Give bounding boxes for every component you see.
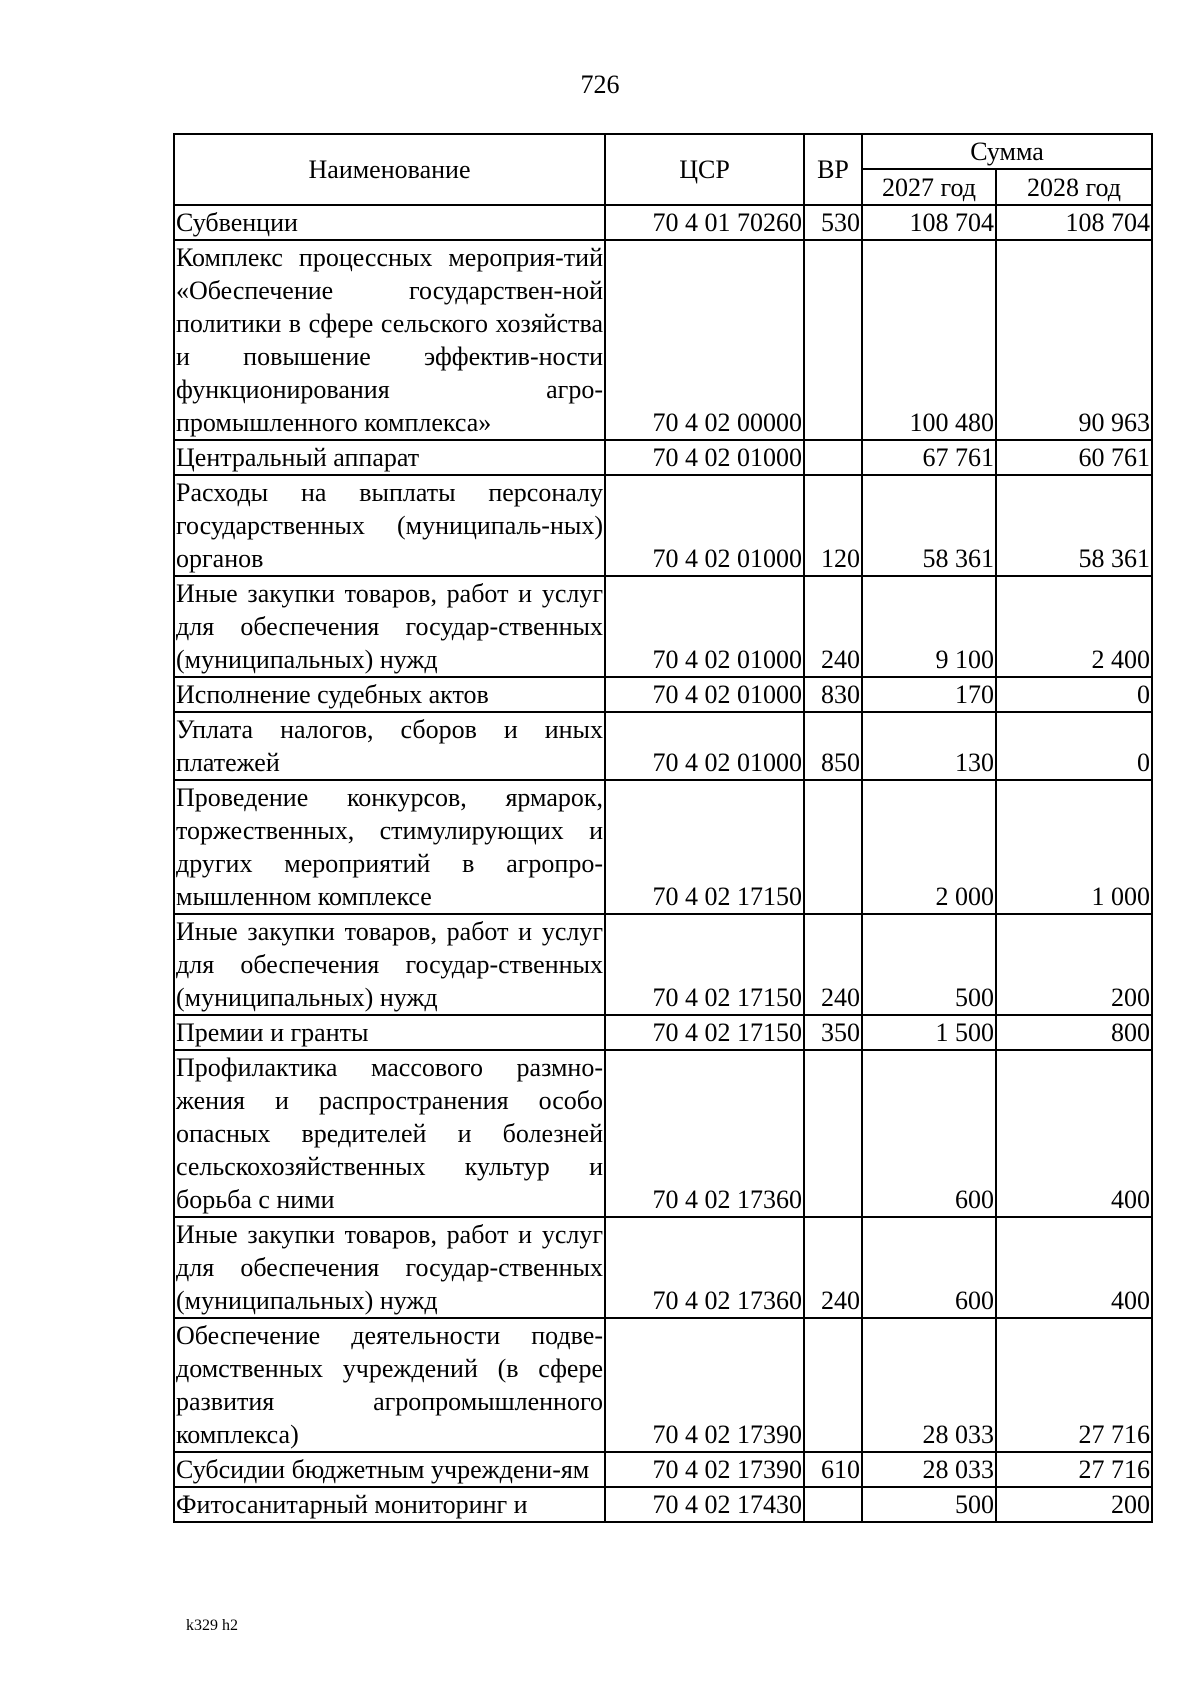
cell-sum-2027: 130 (862, 712, 996, 780)
cell-name: Исполнение судебных актов (174, 677, 605, 712)
cell-name: Проведение конкурсов, ярмарок, торжественных, стимулирующих и других мероприятий в агропро-мышленном комплексе (174, 780, 605, 914)
table-row (174, 475, 1152, 576)
cell-csr: 70 4 02 17360 (605, 1217, 804, 1318)
cell-csr: 70 4 02 01000 (605, 576, 804, 677)
cell-vr: 240 (804, 914, 862, 1015)
cell-name: Обеспечение деятельности подве-домственных учреждений (в сфере развития агропромышленного комплекса) (174, 1318, 605, 1452)
table-row (174, 780, 1152, 914)
cell-csr: 70 4 02 01000 (605, 677, 804, 712)
cell-vr: 240 (804, 1217, 862, 1318)
header-name: Наименование (174, 134, 605, 205)
cell-sum-2027: 67 761 (862, 440, 996, 475)
table-body (174, 205, 1152, 1522)
table-row (174, 205, 1152, 240)
table-row (174, 1318, 1152, 1452)
cell-csr: 70 4 02 17360 (605, 1050, 804, 1217)
cell-sum-2028: 800 (996, 1015, 1152, 1050)
table-row (174, 1015, 1152, 1050)
cell-sum-2027: 500 (862, 1487, 996, 1522)
cell-csr: 70 4 02 17150 (605, 780, 804, 914)
cell-sum-2027: 28 033 (862, 1452, 996, 1487)
cell-name: Фитосанитарный мониторинг и (174, 1487, 605, 1522)
cell-vr (804, 440, 862, 475)
cell-name: Иные закупки товаров, работ и услуг для обеспечения государ-ственных (муниципальных) нужд (174, 1217, 605, 1318)
header-vr: ВР (804, 134, 862, 205)
cell-sum-2027: 9 100 (862, 576, 996, 677)
cell-csr: 70 4 01 70260 (605, 205, 804, 240)
table-row (174, 1217, 1152, 1318)
cell-name: Центральный аппарат (174, 440, 605, 475)
cell-name: Премии и гранты (174, 1015, 605, 1050)
table-row (174, 440, 1152, 475)
cell-sum-2027: 600 (862, 1050, 996, 1217)
footer-code: k329 h2 (186, 1617, 238, 1634)
cell-sum-2028: 400 (996, 1050, 1152, 1217)
cell-name: Иные закупки товаров, работ и услуг для обеспечения государ-ственных (муниципальных) нужд (174, 576, 605, 677)
cell-csr: 70 4 02 17430 (605, 1487, 804, 1522)
table-row (174, 1452, 1152, 1487)
cell-name: Комплекс процессных мероприя-тий «Обеспечение государствен-ной политики в сфере сельского хозяйства и повышение эффектив-ности функционирования агро-промышленного комплекса» (174, 240, 605, 440)
cell-csr: 70 4 02 17390 (605, 1452, 804, 1487)
table-row (174, 240, 1152, 440)
header-year-2027: 2027 год (862, 169, 996, 205)
cell-sum-2027: 1 500 (862, 1015, 996, 1050)
budget-table (173, 133, 1153, 1523)
cell-sum-2028: 108 704 (996, 205, 1152, 240)
cell-vr (804, 1318, 862, 1452)
cell-sum-2027: 2 000 (862, 780, 996, 914)
cell-sum-2027: 600 (862, 1217, 996, 1318)
cell-name: Уплата налогов, сборов и иных платежей (174, 712, 605, 780)
header-year-2028: 2028 год (996, 169, 1152, 205)
cell-sum-2028: 200 (996, 1487, 1152, 1522)
cell-vr (804, 240, 862, 440)
cell-name: Субсидии бюджетным учреждени-ям (174, 1452, 605, 1487)
cell-name: Субвенции (174, 205, 605, 240)
cell-sum-2028: 0 (996, 712, 1152, 780)
cell-csr: 70 4 02 17150 (605, 914, 804, 1015)
cell-vr: 120 (804, 475, 862, 576)
table-row (174, 712, 1152, 780)
cell-name: Профилактика массового размно-жения и распространения особо опасных вредителей и болезней сельскохозяйственных культур и борьба с ними (174, 1050, 605, 1217)
cell-csr: 70 4 02 01000 (605, 440, 804, 475)
page-number: 726 (580, 70, 620, 99)
cell-vr: 830 (804, 677, 862, 712)
cell-csr: 70 4 02 01000 (605, 712, 804, 780)
cell-sum-2028: 1 000 (996, 780, 1152, 914)
cell-sum-2028: 400 (996, 1217, 1152, 1318)
cell-vr (804, 1050, 862, 1217)
header-csr: ЦСР (605, 134, 804, 205)
cell-sum-2028: 27 716 (996, 1452, 1152, 1487)
cell-vr: 530 (804, 205, 862, 240)
cell-sum-2028: 90 963 (996, 240, 1152, 440)
cell-sum-2028: 0 (996, 677, 1152, 712)
cell-vr: 350 (804, 1015, 862, 1050)
cell-sum-2028: 60 761 (996, 440, 1152, 475)
cell-sum-2027: 500 (862, 914, 996, 1015)
table-row (174, 1050, 1152, 1217)
cell-sum-2027: 170 (862, 677, 996, 712)
cell-vr: 610 (804, 1452, 862, 1487)
cell-sum-2028: 2 400 (996, 576, 1152, 677)
cell-name: Расходы на выплаты персоналу государственных (муниципаль-ных) органов (174, 475, 605, 576)
cell-csr: 70 4 02 17390 (605, 1318, 804, 1452)
table-row (174, 914, 1152, 1015)
table-row (174, 677, 1152, 712)
cell-name: Иные закупки товаров, работ и услуг для обеспечения государ-ственных (муниципальных) нужд (174, 914, 605, 1015)
table-row (174, 576, 1152, 677)
cell-sum-2027: 100 480 (862, 240, 996, 440)
cell-vr (804, 780, 862, 914)
cell-sum-2027: 28 033 (862, 1318, 996, 1452)
cell-vr (804, 1487, 862, 1522)
cell-csr: 70 4 02 00000 (605, 240, 804, 440)
cell-vr: 240 (804, 576, 862, 677)
cell-vr: 850 (804, 712, 862, 780)
header-sum: Сумма (862, 134, 1152, 169)
cell-sum-2028: 27 716 (996, 1318, 1152, 1452)
cell-sum-2027: 58 361 (862, 475, 996, 576)
table-row (174, 1487, 1152, 1522)
cell-csr: 70 4 02 01000 (605, 475, 804, 576)
cell-sum-2028: 58 361 (996, 475, 1152, 576)
cell-sum-2027: 108 704 (862, 205, 996, 240)
cell-csr: 70 4 02 17150 (605, 1015, 804, 1050)
cell-sum-2028: 200 (996, 914, 1152, 1015)
